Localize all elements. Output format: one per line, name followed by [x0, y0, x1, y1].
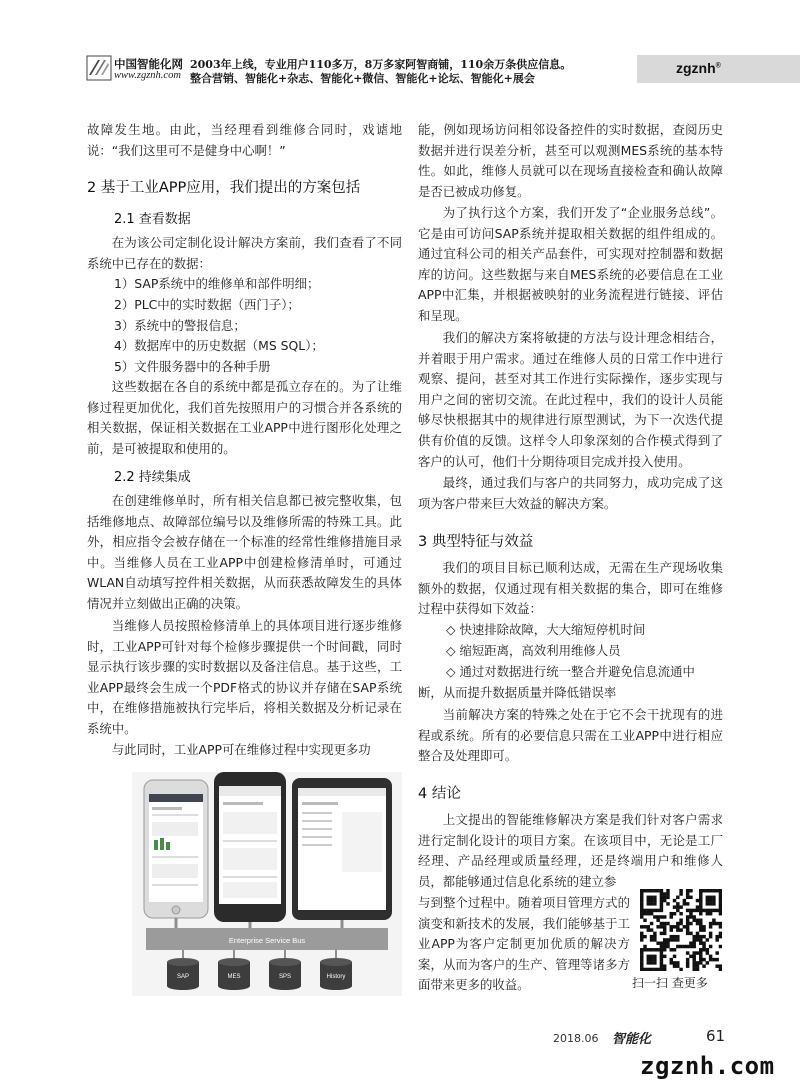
left-paragraph-2: 这些数据在各自的系统中都是孤立存在的。为了让维修过程更加优化，我们首先按照用户的习惯合并各系统的相关数据，保证相关数据在工业APP中进行图形化处理之前，是可被提取和使用的。 [87, 379, 402, 456]
header-services: 整合营销、智能化+杂志、智能化+微信、智能化+论坛、智能化+展会 [190, 72, 535, 85]
benefit-item-continued: 断，从而提升数据质量并降低错误率 [418, 685, 617, 700]
database-sap-label: SAP [176, 974, 190, 980]
left-paragraph-3: 在创建维修单时，所有相关信息都已被完整收集，包括维修地点、故障部位编号以及维修所需的特殊工具。此外，相应指令会被存储在一个标准的经常性维修措施目录中。当维修人员在工业APP中创建检修清单时，可通过WLAN自动填写控件相关数据，从而获悉故障发生的具体情况并立刻做出正确的决策。 [87, 493, 402, 611]
database-mes-icon [218, 958, 250, 990]
section-2-2-heading: 2.2 持续集成 [114, 470, 191, 485]
qr-code-icon [640, 889, 722, 971]
left-paragraph-4: 当维修人员按照检修清单上的具体项目进行逐步维修时，工业APP可针对每个检修步骤提供一个时间戳，同时显示执行该步骤的实时数据以及备注信息。基于这些，工业APP最终会生成一个PDF格式的协议并存储在SAP系统中，在维修措施被执行完毕后，将相关数据及分析记录在系统中。 [87, 618, 402, 736]
right-paragraph-4: 我们的项目目标已顺利达成，无需在生产现场收集额外的数据，仅通过现有相关数据的集合，即可在维修过程中获得如下效益： [418, 560, 723, 617]
section-2-1-heading: 2.1 查看数据 [114, 212, 191, 227]
header-mark-text: zgznh [676, 60, 716, 76]
header-mark [676, 60, 721, 76]
architecture-figure [132, 772, 402, 996]
list-item: 2）PLC中的实时数据（西门子）； [114, 297, 300, 312]
page-header [0, 0, 800, 100]
right-paragraph-7: 与到整个过程中。随着项目管理方式的演变和新技术的发展，我们能够基于工业APP为客户定制更加优质的解决方案，从而为客户的生产、管理等诸多方面带来更多的收益。 [418, 895, 630, 993]
tablet-right [292, 778, 392, 920]
service-bus-label: Enterprise Service Bus [228, 936, 306, 945]
left-paragraph-1: 在为该公司定制化设计解决方案前，我们查看了不同系统中已存在的数据： [87, 235, 402, 271]
section-3-heading: 3 典型特征与效益 [418, 534, 534, 550]
header-mark-sup: ® [715, 62, 721, 70]
page-number: 61 [706, 1027, 726, 1045]
magazine-name: 智能化 [612, 1032, 652, 1047]
list-item: 4）数据库中的历史数据（MS SQL）； [114, 338, 324, 353]
database-sap-icon [167, 958, 199, 990]
right-paragraph-5: 当前解决方案的特殊之处在于它不会干扰现有的进程或系统。所有的必要信息只需在工业APP中进行相应整合及处理即可。 [418, 707, 723, 764]
section-2-heading: 2 基于工业APP应用，我们提出的方案包括 [87, 180, 361, 196]
database-sps-label: SPS [278, 974, 292, 980]
list-item: 1）SAP系统中的维修单和部件明细； [114, 276, 320, 291]
right-paragraph-6: 上文提出的智能维修解决方案是我们针对客户需求进行定制化设计的项目方案。在该项目中，无论是工厂经理、产品经理或质量经理，还是终端用户和维修人员，都能够通过信息化系统的建立参 [418, 812, 723, 889]
right-paragraph-3: 最终，通过我们与客户的共同努力，成功完成了这项为客户带来巨大效益的解决方案。 [418, 475, 723, 511]
left-paragraph-5: 与此同时，工业APP可在维修过程中实现更多功 [111, 742, 371, 757]
logo-icon [86, 55, 112, 81]
benefit-item: ◇ 快速排除故障，大大缩短停机时间 [446, 622, 646, 637]
database-history-icon [320, 958, 352, 990]
qr-caption: 扫一扫 查更多 [632, 976, 708, 990]
left-paragraph-0: 故障发生地。由此，当经理看到维修合同时，戏谑地说：“我们这里可不是健身中心啊！” [87, 122, 402, 158]
phone-center [214, 772, 286, 922]
site-watermark: zgznh.com [640, 1052, 775, 1080]
list-item: 5）文件服务器中的各种手册 [114, 359, 271, 374]
right-paragraph-1: 为了执行这个方案，我们开发了“企业服务总线”。它是由可访问SAP系统并提取相关数据的组件组成的。通过宜科公司的相关产品套件，可实现对控制器和数据库的访问。这些数据与来自MES系统的必要信息在工业APP中汇集，并根据被映射的业务流程进行链接、评估和呈现。 [418, 205, 723, 323]
right-paragraph-2: 我们的解决方案将敏捷的方法与设计理念相结合，并着眼于用户需求。通过在维修人员的日常工作中进行观察、提问，甚至对其工作进行实际操作，逐步实现与用户之间的密切交流。在此过程中，我们的设计人员能够尽快根据其中的规律进行原型测试，为下一次迭代提供有价值的反馈。这样令人印象深刻的合作模式得到了客户的认可，他们十分期待项目完成并投入使用。 [418, 330, 723, 469]
database-mes-label: MES [227, 974, 241, 980]
benefit-item: ◇ 缩短距离，高效利用维修人员 [446, 643, 621, 658]
list-item: 3）系统中的警报信息； [114, 318, 246, 333]
phone-left [144, 780, 208, 918]
brand-url: www.zgznh.com [114, 70, 181, 81]
section-4-heading: 4 结论 [418, 786, 461, 802]
right-paragraph-0: 能，例如现场访问相邻设备控件的实时数据，查阅历史数据并进行误差分析，甚至可以观测MES系统的基本特性。如此，维修人员就可以在现场直接检查和确认故障是否已被成功修复。 [418, 122, 723, 199]
database-sps-icon [269, 958, 301, 990]
database-history-label: History [326, 974, 346, 980]
benefit-item: ◇ 通过对数据进行统一整合并避免信息流通中 [446, 664, 695, 679]
brand-name: 中国智能化网 [114, 57, 183, 71]
header-tagline: 2003年上线，专业用户110多万，8万多家阿智商铺，110余万条供应信息。 [190, 58, 572, 71]
issue-date: 2018.06 [553, 1032, 599, 1045]
